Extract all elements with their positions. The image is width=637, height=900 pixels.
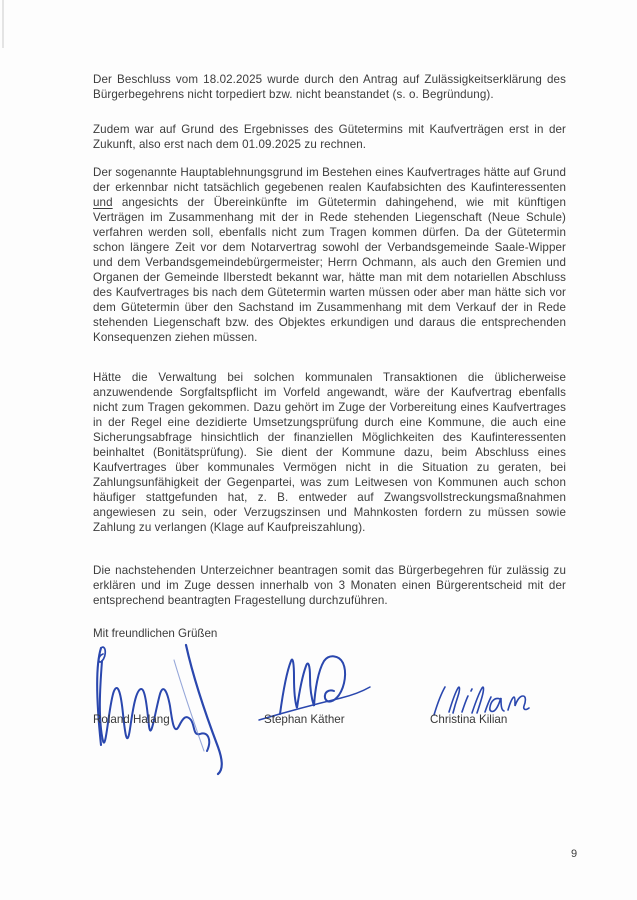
paragraph-3-text-before: Der sogenannte Hauptablehnungsgrund im Bestehen eines Kaufvertrages hätte auf Grund der erkennbar nicht tatsächlich gegebenen realen Kaufabsichten des Kaufinteressenten: [93, 166, 566, 194]
paragraph-guetetermin: Zudem war auf Grund des Ergebnisses des Gütetermins mit Kaufverträgen erst in der Zukunft, also erst nach dem 01.09.2025 zu rechnen.: [93, 123, 566, 151]
paragraph-3-text-after: angesichts der Übereinkünfte im Gütetermin dahingehend, wie mit künftigen Verträgen im Zusammenhang mit der in Rede stehenden Liegenschaft (Neue Schule) verfahren werden soll, ebenfalls nicht zum Tragen kommen dürfen. Da der Gütetermin schon längere Zeit vor dem Notarvertrag sowohl der Verbandsgemeinde Saale-Wipper und dem Verbandsgemeindebürgermeister; Herrn Ochmann, als auch den Gremien und Organen der Gemeinde Ilberstedt bekannt war, hätte man mit dem notariellen Abschluss des Kaufvertrages bis nach dem Gütetermin warten müssen oder aber man hätte sich vor dem Gütetermin über den Sachstand im Zusammenhang mit dem Verkauf der in Rede stehenden Liegenschaft bzw. des Objektes erkundigen und daraus die entsprechenden Konsequenzen ziehen müssen.: [93, 196, 566, 344]
paragraph-beschluss: Der Beschluss vom 18.02.2025 wurde durch den Antrag auf Zulässigkeitserklärung des Bürgerbegehrens nicht torpediert bzw. nicht beanstandet (s. o. Begründung).: [93, 73, 566, 101]
page-number: 9: [571, 848, 578, 860]
closing-salutation: Mit freundlichen Grüßen: [93, 627, 218, 640]
paragraph-sorgfaltspflicht: Hätte die Verwaltung bei solchen kommunalen Transaktionen die üblicherweise anzuwendende Sorgfaltspflicht im Vorfeld angewandt, wäre der Kaufvertrag ebenfalls nicht zum Tragen gekommen. Dazu gehört im Zuge der Vorbereitung eines Kaufvertrages in der Regel eine dezidierte Umsetzungsprüfung durch eine Kommune, die auch eine Sicherungsabfrage hinsichtlich der finanziellen Möglichkeiten des Kaufinteressenten beinhaltet (Bonitätsprüfung). Sie dient der Kommune dazu, beim Abschluss eines Kaufvertrages über kommunales Vermögen nicht in die Situation zu geraten, bei Zahlungsunfähigkeit der Gegenpartei, was zum Leitwesen von Kommunen auch schon häufiger stattgefunden hat, z. B. entweder auf Zwangsvollstreckungsmaßnahmen angewiesen zu sein, oder Verzugszinsen und Mahnkosten fordern zu müssen sowie Zahlung zu verlangen (Klage auf Kaufpreiszahlung).: [93, 371, 566, 534]
paragraph-antrag: Die nachstehenden Unterzeichner beantragen somit das Bürgerbegehren für zulässig zu erklären und im Zuge dessen innerhalb von 3 Monaten einen Bürgerentscheid mit der entsprechend beantragten Fragestellung durchzuführen.: [93, 564, 566, 607]
signer-name-halang: Roland Halang: [93, 713, 170, 726]
signer-name-kaether: Stephan Käther: [264, 713, 345, 726]
underlined-word: und: [93, 196, 113, 209]
scan-artifact: [2, 0, 4, 48]
paragraph-hauptablehnungsgrund: [93, 165, 566, 345]
signer-name-kilian: Christina Kilian: [430, 713, 508, 726]
